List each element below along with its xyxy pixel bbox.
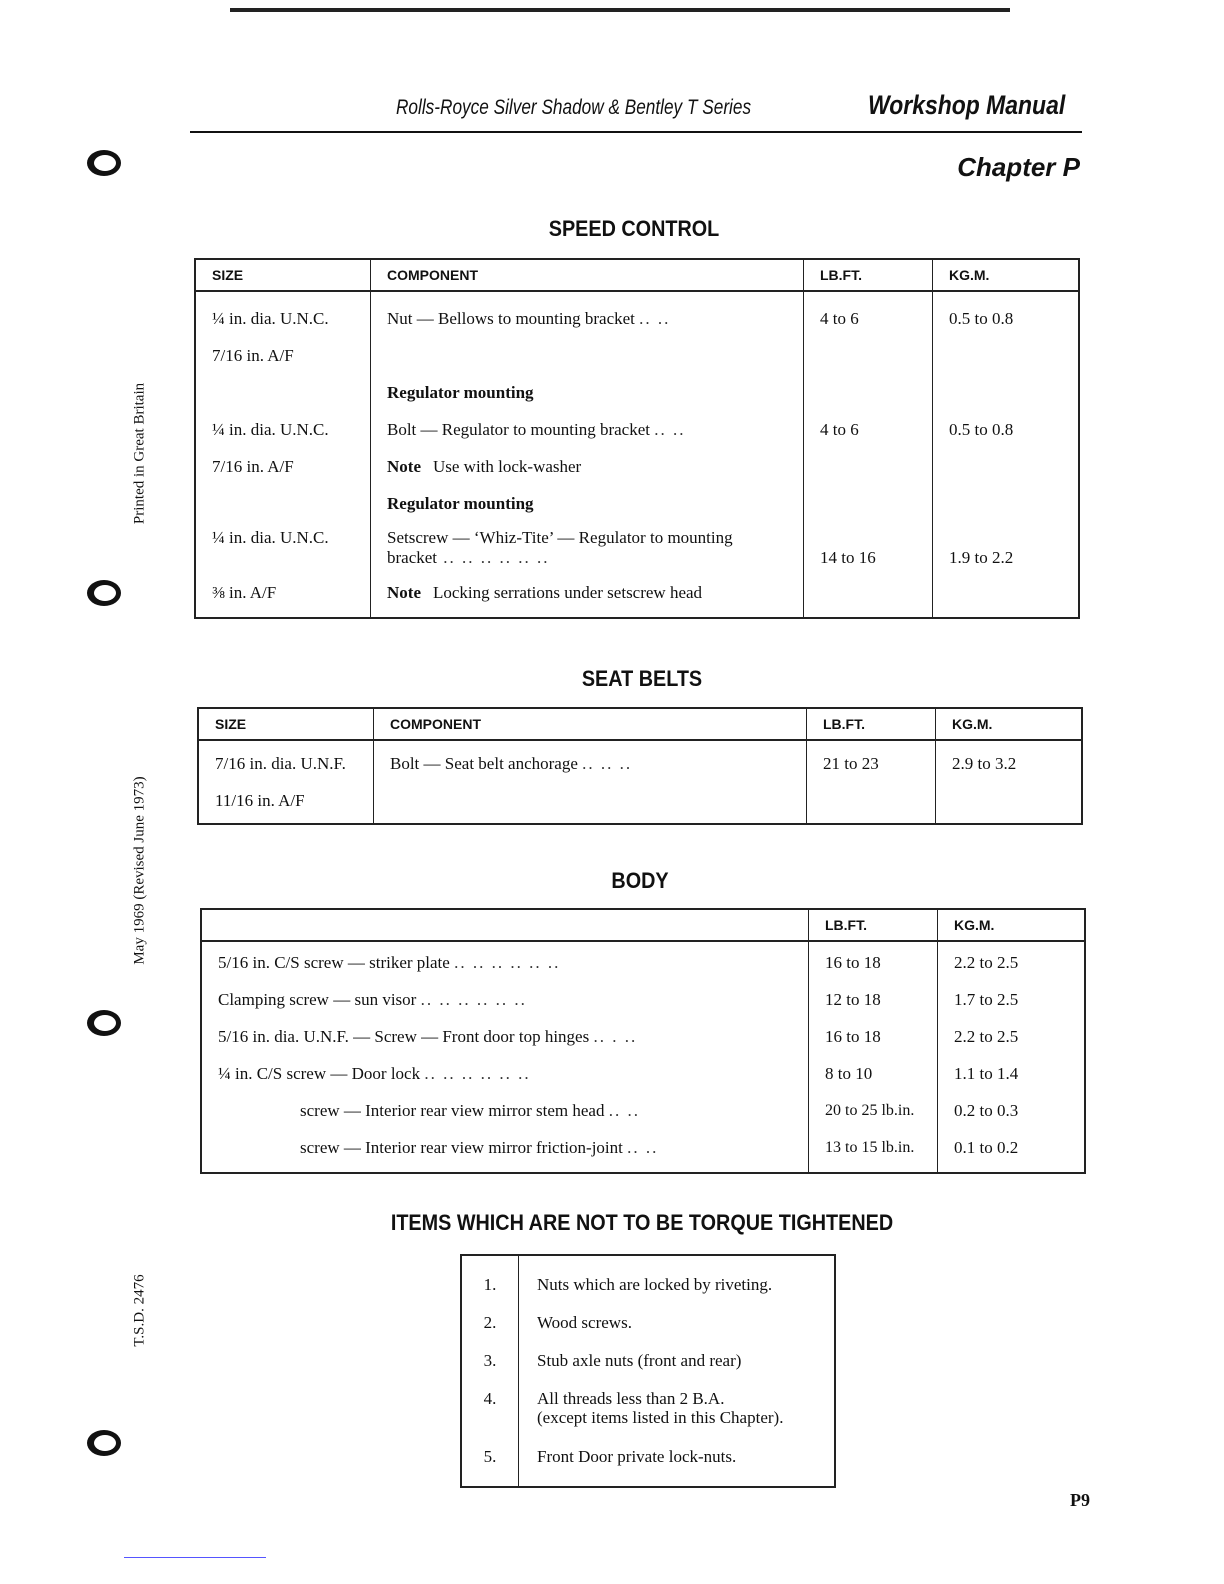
item-text: Wood screws. [537,1313,632,1332]
lbft-cell: 4 to 6 [820,309,859,328]
col-component: COMPONENT [371,259,804,291]
kgm-cell: 0.5 to 0.8 [949,309,1014,328]
col-kgm: KG.M. [938,909,1086,941]
seat-belts-title: SEAT BELTS [581,666,703,691]
list-item [461,1255,835,1487]
kgm-cell: 2.2 to 2.5 [954,953,1019,972]
body-desc-cell: ¼ in. C/S screw — Door lock [218,1064,421,1083]
body-desc-cell: 5/16 in. dia. U.N.F. — Screw — Front door top hinges [218,1027,590,1046]
margin-date: May 1969 (Revised June 1973) [131,776,148,965]
col-lbft: LB.FT. [807,708,936,740]
component-cell: Bolt — Seat belt anchorage [390,754,578,773]
note-label: Note [387,457,421,476]
kgm-cell: 0.5 to 0.8 [949,420,1014,439]
note-text: Use with lock-washer [432,457,582,476]
component-cell: Setscrew — ‘Whiz-Tite’ — Regulator to mounting [387,528,733,547]
subheading: Regulator mounting [387,383,534,402]
item-number: 2. [483,1313,497,1332]
lbft-cell: 21 to 23 [823,754,879,773]
kgm-cell: 0.2 to 0.3 [954,1101,1019,1120]
size-cell: ¼ in. dia. U.N.C. [212,420,329,439]
kgm-cell: 0.1 to 0.2 [954,1138,1019,1157]
item-number: 1. [483,1275,497,1294]
item-text: Stub axle nuts (front and rear) [537,1351,742,1370]
lbft-cell: 16 to 18 [825,1027,881,1046]
component-cell: bracket [387,548,438,567]
page-number: P9 [1070,1490,1090,1510]
items-title: ITEMS WHICH ARE NOT TO BE TORQUE TIGHTENED [390,1210,894,1235]
chapter-title: Chapter P [957,152,1080,182]
size-cell: 7/16 in. A/F [212,457,294,476]
size-cell: ¼ in. dia. U.N.C. [212,528,329,547]
lbft-cell: 8 to 10 [825,1064,873,1083]
items-table [460,1254,836,1488]
size-cell: ¼ in. dia. U.N.C. [212,309,329,328]
body-desc-cell: Clamping screw — sun visor [218,990,417,1009]
col-size: SIZE [195,259,371,291]
lbft-cell: 13 to 15 lb.in. [825,1139,915,1156]
body-desc-cell: 5/16 in. C/S screw — striker plate [218,953,450,972]
top-rule [230,8,1010,12]
subheading: Regulator mounting [387,494,534,513]
lbft-cell: 14 to 16 [820,548,876,567]
item-number: 4. [483,1389,497,1408]
note-label: Note [387,583,421,602]
col-component: COMPONENT [374,708,807,740]
margin-tsd: T.S.D. 2476 [131,1274,148,1347]
col-kgm: KG.M. [936,708,1083,740]
body-title: BODY [611,868,669,893]
kgm-cell: 1.1 to 1.4 [954,1064,1019,1083]
col-size: SIZE [198,708,374,740]
kgm-cell: 1.9 to 2.2 [949,548,1014,567]
size-cell: 11/16 in. A/F [215,791,305,810]
punch-hole-icon [87,1430,121,1456]
col-kgm: KG.M. [933,259,1080,291]
kgm-cell: 2.2 to 2.5 [954,1027,1019,1046]
lbft-cell: 12 to 18 [825,990,881,1009]
speed-control-title: SPEED CONTROL [548,216,720,241]
size-cell: 7/16 in. dia. U.N.F. [215,754,346,773]
note-text: Locking serrations under setscrew head [432,583,703,602]
item-text: All threads less than 2 B.A. [537,1389,725,1408]
kgm-cell: 1.7 to 2.5 [954,990,1019,1009]
col-lbft: LB.FT. [809,909,938,941]
lbft-cell: 20 to 25 lb.in. [825,1102,915,1119]
body-desc-cell: screw — Interior rear view mirror stem head [300,1101,605,1120]
header-rule [190,131,1082,133]
punch-hole-icon [87,150,121,176]
table-row: ¼ in. dia. U.N.C. 7/16 in. A/F ¼ in. dia. U.N.C. 7/16 in. A/F ¼ in. dia. U.N.C. ⅜ in. A/F Nut — Bellows to mounting bracket .. .. Regulator mounting Bolt — Regulator to mounting bracket .. .. Note Use with lock-washer Regulator mounting Setscrew — ‘Whiz-Tite’ — Regulator to mounting bracket .. .. .. .. .. .. Note Locking serrations under setscrew head 4 to 6 4 to 6 14 to 16 0.5 to 0.8 0.5 to 0.8 1.9 to 2.2 [195,291,1079,618]
kgm-cell: 2.9 to 3.2 [952,754,1017,773]
component-cell: Bolt — Regulator to mounting bracket [387,420,650,439]
item-text: Front Door private lock-nuts. [537,1447,737,1466]
item-number: 5. [483,1447,497,1466]
size-cell: 7/16 in. A/F [212,346,294,365]
component-cell: Nut — Bellows to mounting bracket [387,309,635,328]
item-number: 3. [483,1351,497,1370]
punch-hole-icon [87,580,121,606]
lbft-cell: 16 to 18 [825,953,881,972]
table-row: 7/16 in. dia. U.N.F. 11/16 in. A/F Bolt — Seat belt anchorage .. .. .. 21 to 23 2.9 to 3.2 [198,740,1082,824]
col-lbft: LB.FT. [804,259,933,291]
size-cell: ⅜ in. A/F [212,583,277,602]
table-row: 5/16 in. C/S screw — striker plate .. .. .. .. .. .. Clamping screw — sun visor .. .. .. .. .. .. 5/16 in. dia. U.N.F. — Screw — Front door top hinges .. . .. ¼ in. C/S screw — Door lock .. .. .. .. .. .. screw — Interior rear view mirror stem head .. .. screw — Interior rear view mirror friction-joint .. .. 16 to 18 12 to 18 16 to 18 8 to 10 20 to 25 lb.in. 13 to 15 lb.in. 2.2 to 2.5 1.7 to 2.5 2.2 to 2.5 1.1 to 1.4 0.2 to 0.3 0.1 to 0.2 [201,941,1085,1173]
header-title: Rolls-Royce Silver Shadow & Bentley T Series [396,96,752,119]
punch-hole-icon [87,1010,121,1036]
body-desc-cell: screw — Interior rear view mirror friction-joint [300,1138,623,1157]
margin-printed: Printed in Great Britain [131,382,148,525]
lbft-cell: 4 to 6 [820,420,859,439]
item-text: (except items listed in this Chapter). [537,1408,784,1427]
seat-belts-table [197,707,1083,825]
header-manual: Workshop Manual [868,90,1066,120]
body-table [200,908,1086,1174]
item-text: Nuts which are locked by riveting. [537,1275,773,1294]
speed-control-table [194,258,1080,619]
bottom-rule [124,1557,266,1558]
